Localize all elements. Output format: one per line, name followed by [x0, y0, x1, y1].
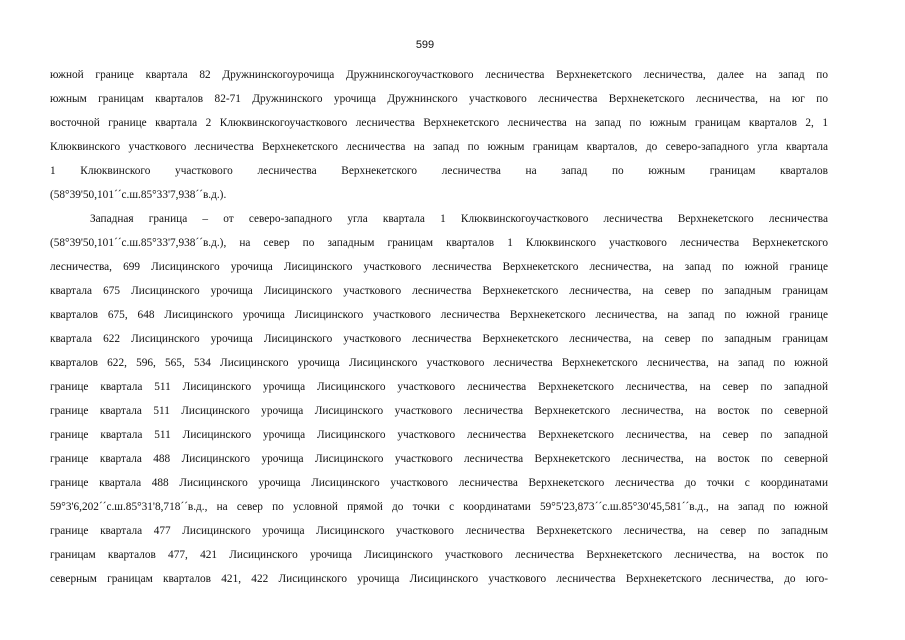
text-line: 1 Клюквинского участкового лесничества Верхнекетского лесничества на запад по южным границам кварталов — [50, 165, 828, 177]
text-line: (58°39'50,101´´с.ш.85°33'7,938´´в.д.), на север по западным границам кварталов 1 Клюквинского участкового лесничества Верхнекетского — [50, 237, 828, 249]
text-line: границе квартала 511 Лисицинского урочища Лисицинского участкового лесничества Верхнекетского лесничества, на восток по северной — [50, 405, 828, 417]
text-line: кварталов 622, 596, 565, 534 Лисицинского урочища Лисицинского участкового лесничества Верхнекетского лесничества, на запад по южной — [50, 357, 828, 369]
text-line: Западная граница – от северо-западного угла квартала 1 Клюквинскогоучасткового лесничества Верхнекетского лесничества — [90, 213, 828, 225]
text-line: границе квартала 511 Лисицинского урочища Лисицинского участкового лесничества Верхнекетского лесничества, на север по западной — [50, 381, 828, 393]
text-line: 59°3'6,202´´с.ш.85°31'8,718´´в.д., на север по условной прямой до точки с координатами 59°5'23,873´´с.ш.85°30'45,581´´в.д., на запад по южной — [50, 501, 828, 513]
text-line: границам кварталов 477, 421 Лисицинского урочища Лисицинского участкового лесничества Верхнекетского лесничества, на восток по — [50, 549, 828, 561]
text-line: квартала 622 Лисицинского урочища Лисицинского участкового лесничества Верхнекетского лесничества, на север по западным границам — [50, 333, 828, 345]
text-line: южным границам кварталов 82-71 Дружнинского урочища Дружнинского участкового лесничества Верхнекетского лесничества, на юг по — [50, 93, 828, 105]
text-line: границе квартала 488 Лисицинского урочища Лисицинского участкового лесничества Верхнекетского лесничества, на восток по северной — [50, 453, 828, 465]
text-line: Клюквинского участкового лесничества Верхнекетского лесничества на запад по южным границам кварталов, до северо-западного угла квартала — [50, 141, 828, 153]
text-line: восточной границе квартала 2 Клюквинскогоучасткового лесничества Верхнекетского лесничества на запад по южным границам кварталов 2, 1 — [50, 117, 828, 129]
text-line: лесничества, 699 Лисицинского урочища Лисицинского участкового лесничества Верхнекетского лесничества, на запад по южной границе — [50, 261, 828, 273]
text-line: границе квартала 477 Лисицинского урочища Лисицинского участкового лесничества Верхнекетского лесничества, на север по западным — [50, 525, 828, 537]
text-line: кварталов 675, 648 Лисицинского урочища Лисицинского участкового лесничества Верхнекетского лесничества, на запад по южной границе — [50, 309, 828, 321]
text-line: южной границе квартала 82 Дружнинскогоурочища Дружнинскогоучасткового лесничества Верхнекетского лесничества, далее на запад по — [50, 69, 828, 81]
text-line: границе квартала 488 Лисицинского урочища Лисицинского участкового лесничества Верхнекетского лесничества до точки с координатами — [50, 477, 828, 489]
text-line: квартала 675 Лисицинского урочища Лисицинского участкового лесничества Верхнекетского лесничества, на север по западным границам — [50, 285, 828, 297]
page-number: 599 — [415, 39, 435, 51]
text-line: северным границам кварталов 421, 422 Лисицинского урочища Лисицинского участкового лесничества Верхнекетского лесничества, до юго- — [50, 573, 828, 585]
paragraph-west-boundary — [50, 207, 828, 591]
text-line: границе квартала 511 Лисицинского урочища Лисицинского участкового лесничества Верхнекетского лесничества, на север по западной — [50, 429, 828, 441]
text-line: (58°39'50,101´´с.ш.85°33'7,938´´в.д.). — [50, 189, 227, 201]
paragraph-south-boundary — [50, 63, 828, 207]
